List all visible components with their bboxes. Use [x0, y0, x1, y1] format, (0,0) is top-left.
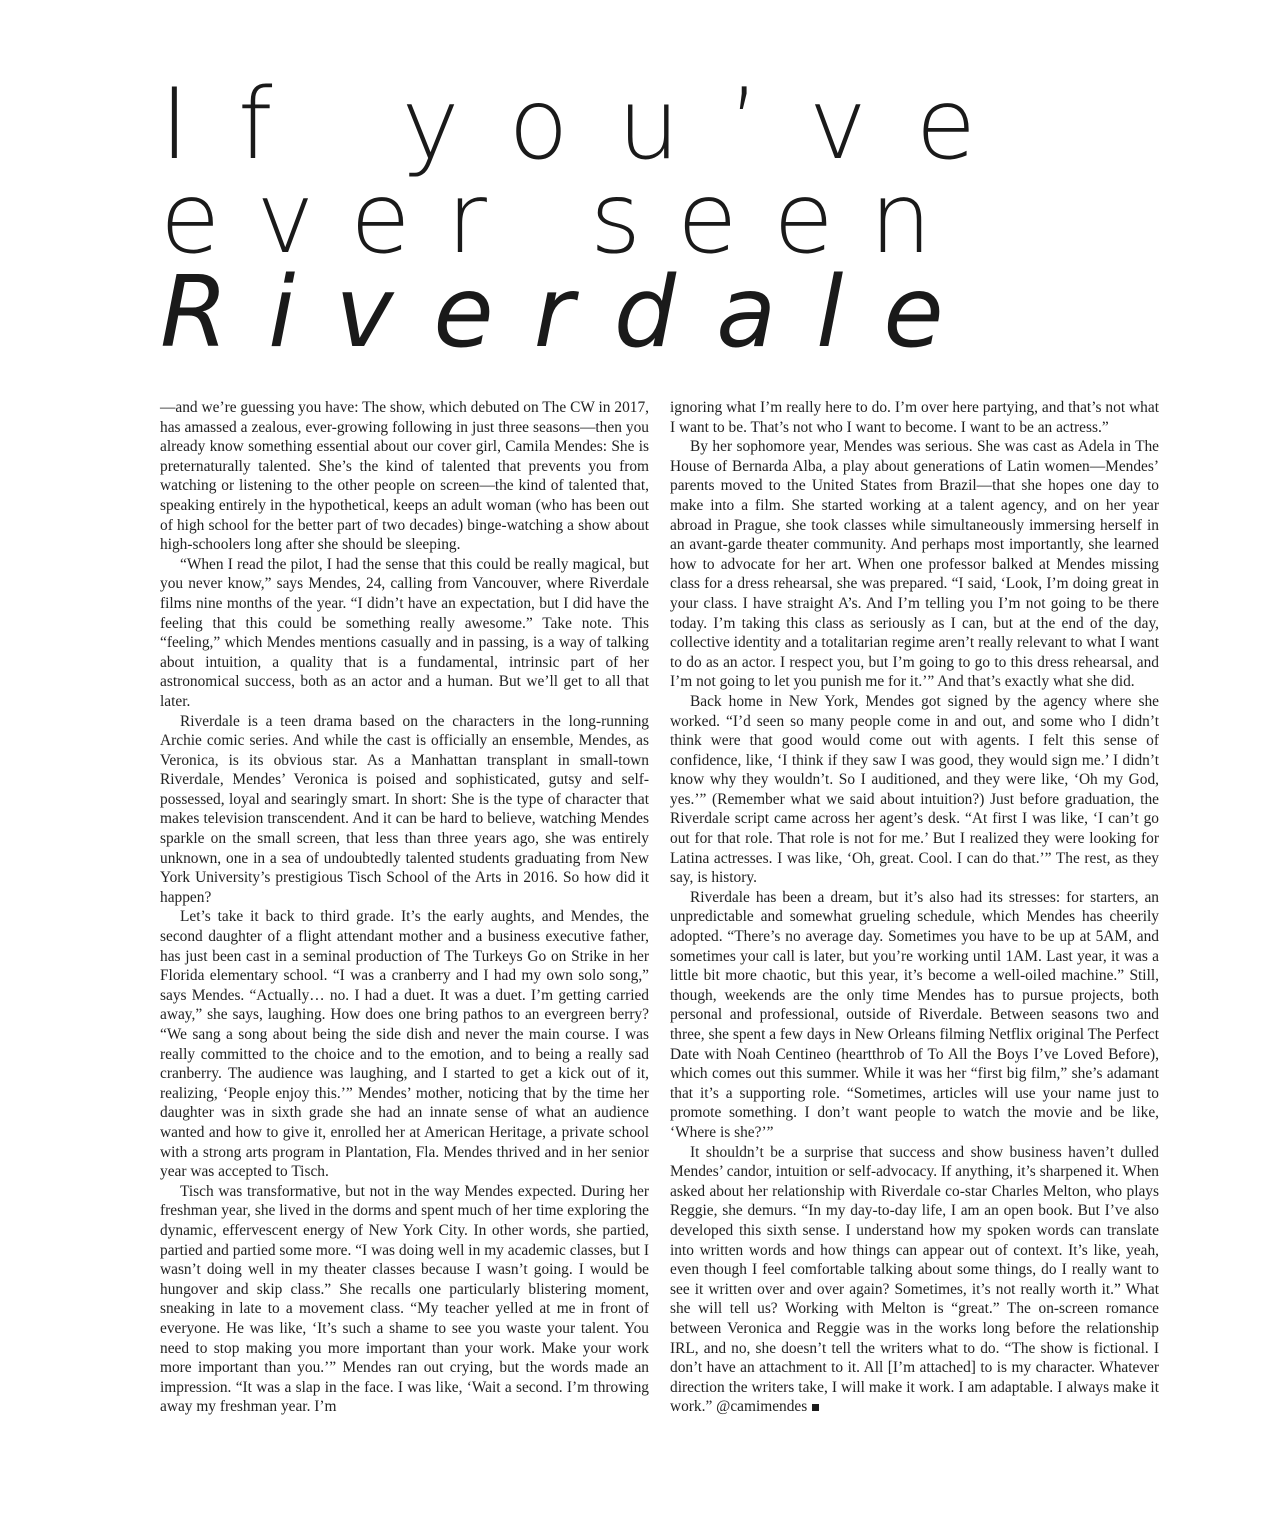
paragraph: Back home in New York, Mendes got signed by the agency where she worked. “I’d seen so many people come in and out, and some who I didn’t think were that good would come out with agents. I felt this sense of confidence, like, ‘I think if they saw I was good, they would sign me.’ I didn’t know why they wouldn’t. So I auditioned, and they were like, ‘Oh my God, yes.’” (Remember what we said about intuition?) Just before graduation, the Riverdale script came across her agent’s desk. “At first I was like, ‘I can’t go out for that role. That role is not for me.’ But I realized they were looking for Latina actresses. I was like, ‘Oh, great. Cool. I can do that.’” The rest, as they say, is history. — [670, 692, 1159, 887]
paragraph-final — [670, 1143, 1159, 1417]
paragraph: Let’s take it back to third grade. It’s the early aughts, and Mendes, the second daughter of a flight attendant mother and a business executive father, has just been cast in a seminal production of The Turkeys Go on Strike in her Florida elementary school. “I was a cranberry and I had my own solo song,” says Mendes. “Actually… no. I had a duet. It was a duet. I’m getting carried away,” she says, laughing. How does one bring pathos to an evergreen berry? “We sang a song about being the side dish and never the main course. I was really committed to the choice and to the emotion, and to being a really sad cranberry. The audience was laughing, and I started to get a kick out of it, realizing, ‘People enjoy this.’” Mendes’ mother, noticing that by the time her daughter was in sixth grade she had an innate sense of what an audience wanted and how to give it, enrolled her at American Heritage, a private school with a strong arts program in Plantation, Fla. Mendes thrived and in her senior year was accepted to Tisch. — [160, 908, 649, 1181]
paragraph: Riverdale has been a dream, but it’s also had its stresses: for starters, an unpredictable and somewhat grueling schedule, which Mendes has cheerily adopted. “There’s no average day. Sometimes you have to be up at 5AM, and sometimes your call is later, but you’re working until 1AM. Last year, it was a little bit more chaotic, but this year, it’s become a well-oiled machine.” Still, though, weekends are the only time Mendes has to pursue projects, both personal and professional, outside of Riverdale. Between seasons two and three, she spent a few days in New Orleans filming Netflix original The Perfect Date with Noah Centineo (heartthrob of To All the Boys I’ve Loved Before), which comes out this summer. While it was her “first big film,” she’s adamant that it’s a supporting role. “Sometimes, articles will use your name just to promote something. I don’t want people to watch the movie and be like, ‘Where is she?’” — [670, 888, 1159, 1141]
paragraph: —and we’re guessing you have: The show, which debuted on The CW in 2017, has amassed a zealous, ever-growing following in just three seasons—then you already know something essential about our cover girl, Camila Mendes: She is preternaturally talented. She’s the kind of talented that prevents you from watching or listening to the other people on screen—the kind of talented that, speaking entirely in the hypothetical, keeps an adult woman (who has been out of high school for the better part of two decades) binge-watching a show about high-schoolers long after she should be sleeping. — [160, 399, 649, 554]
article-column-right — [670, 398, 1159, 1417]
paragraph: ignoring what I’m really here to do. I’m over here partying, and that’s not what I want to be. That’s not who I want to become. I want to be an actress.” — [670, 399, 1159, 436]
final-paragraph-text: It shouldn’t be a surprise that success and show business haven’t dulled Mendes’ candor, intuition or self-advocacy. If anything, it’s sharpened it. When asked about her relationship with Riverdale co-star Charles Melton, who plays Reggie, she demurs. “In my day-to-day life, I am an open book. But I’ve also developed this sixth sense. I understand how my spoken words can translate into written words and how things can appear out of context. It’s like, yeah, even though I feel comfortable talking about some things, do I really want to see it written over and over again? Sometimes, it’s not really worth it.” What she will tell us? Working with Melton is “great.” The on-screen romance between Veronica and Reggie was in the works long before the relationship IRL, and no, she doesn’t tell the writers what to do. “The show is fictional. I don’t have an attachment to it. All [I’m attached] to is my character. Whatever direction the writers take, I will make it work. I am adaptable. I always make it work.” @camimendes — [670, 1143, 1159, 1416]
headline-line-3: Riverdale — [160, 256, 984, 370]
paragraph: By her sophomore year, Mendes was serious. She was cast as Adela in The House of Bernarda Alba, a play about generations of Latin women—Mendes’ parents moved to the United States from Brazil—that she hopes one day to make into a film. She started working at a talent agency, and on her year abroad in Prague, she took classes while simultaneously immersing herself in an avant-garde theater community. And perhaps most importantly, she learned how to advocate for her art. When one professor balked at Mendes missing class for a dress rehearsal, she was prepared. “I said, ‘Look, I’m doing great in your class. I have straight A’s. And I’m telling you I’m not going to be there today. I’m taking this class as seriously as I can, but at the end of the day, collective identity and a totalitarian regime aren’t really relevant to what I want to do as an actor. I respect you, but I’m going to go to this dress rehearsal, and I’m not going to let you punish me for it.’” And that’s exactly what she did. — [670, 438, 1159, 691]
article-column-left — [160, 398, 649, 1417]
paragraph: Tisch was transformative, but not in the way Mendes expected. During her freshman year, she lived in the dorms and spent much of her time exploring the dynamic, effervescent energy of New York City. In other words, she partied, partied and partied some more. “I was doing well in my academic classes, but I wasn’t doing well in my theater classes because I wasn’t going. I would be hungover and skip class.” She recalls one particularly blistering moment, sneaking in late to a movement class. “My teacher yelled at me in front of everyone. He was like, ‘It’s such a shame to see you waste your talent. You need to stop making you more important than your work. Make your work more important than you.’” Mendes ran out crying, but the words made an impression. “It was a slap in the face. I was like, ‘Wait a second. I’m throwing away my freshman year. I’m — [160, 1182, 649, 1416]
paragraph: “When I read the pilot, I had the sense that this could be really magical, but you never know,” says Mendes, 24, calling from Vancouver, where Riverdale films nine months of the year. “I didn’t have an expectation, but I did have the feeling that this could be something really awesome.” Take note. This “feeling,” which Mendes mentions casually and in passing, is a way of talking about intuition, a quality that is a fundamental, intrinsic part of her astronomical success, both as an actor and a human. But we’ll get to all that later. — [160, 555, 649, 710]
paragraph: Riverdale is a teen drama based on the characters in the long-running Archie comic series. And while the cast is officially an ensemble, Mendes, as Veronica, is its obvious star. As a Manhattan transplant in small-town Riverdale, Mendes’ Veronica is poised and sophisticated, gutsy and self-possessed, loyal and searingly smart. In short: She is the type of character that makes television transcendent. And it can be hard to believe, watching Mendes sparkle on the small screen, that less than three years ago, she was entirely unknown, one in a sea of undoubtedly talented students graduating from New York University’s prestigious Tisch School of the Arts in 2016. So how did it happen? — [160, 712, 649, 906]
headline-line-1: If you’ve — [160, 68, 1026, 182]
headline-line-2: ever seen — [160, 162, 968, 276]
headline — [160, 68, 1160, 370]
end-mark-icon — [812, 1404, 819, 1411]
